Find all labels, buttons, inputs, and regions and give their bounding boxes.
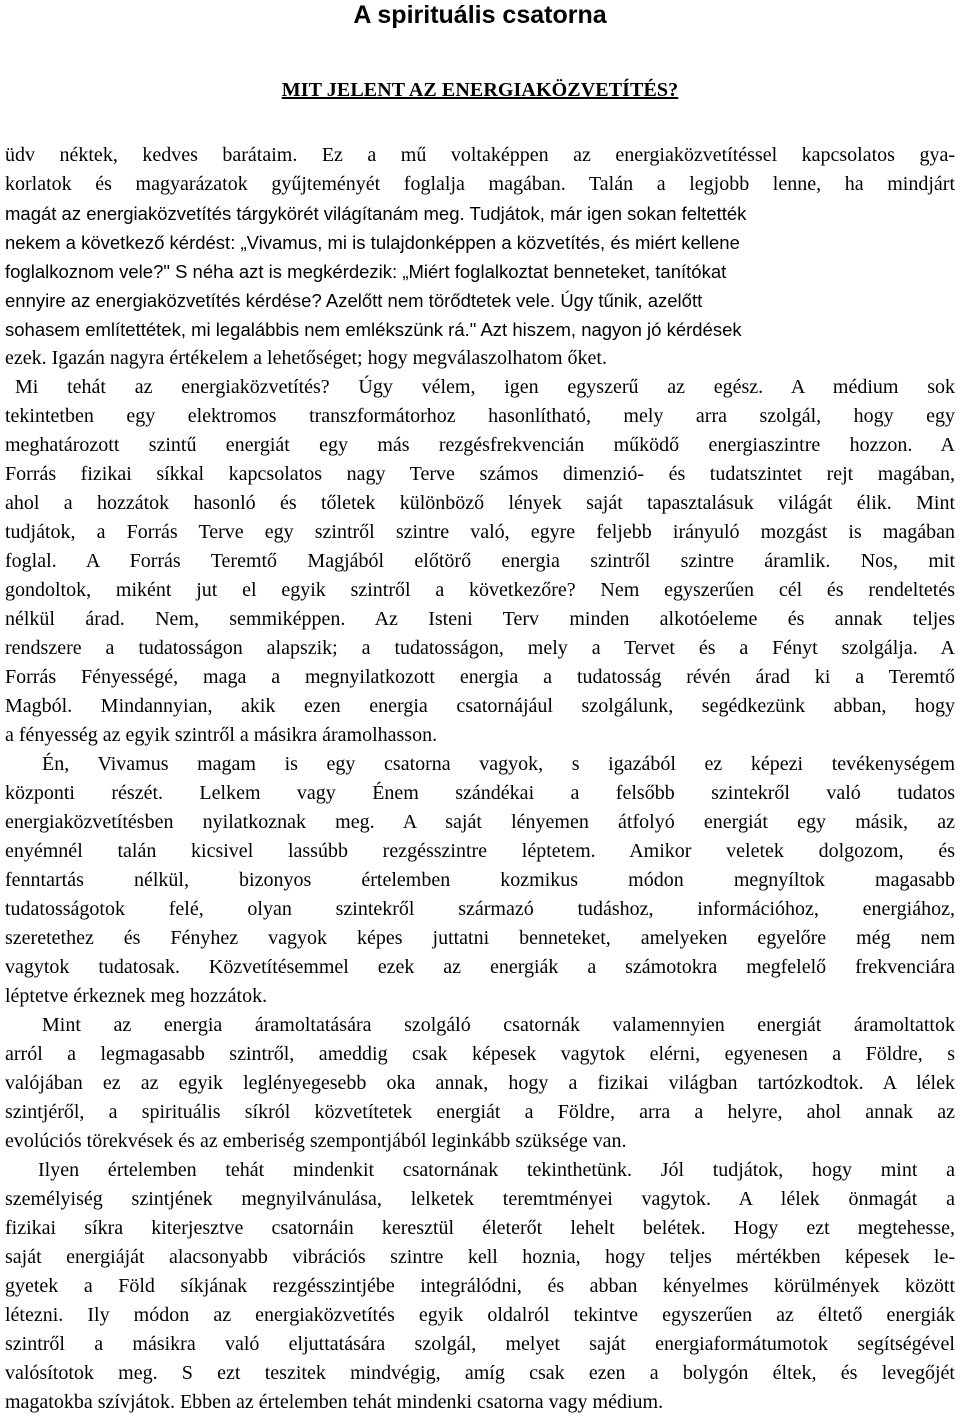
text-line: üdv néktek, kedves barátaim. Ez a mű voltaképpen az energiaközvetítéssel kapcsolatos gya- (5, 144, 955, 166)
text-line: ezek. Igazán nagyra értékelem a lehetőséget; hogy megválaszolhatom őket. (5, 347, 607, 369)
text-line: Forrás fizikai síkkal kapcsolatos nagy Terve számos dimenzió- és tudatszintet rejt magában, (5, 463, 955, 485)
document-title: A spirituális csatorna (353, 1, 607, 29)
text-line: személyiség szintjének megnyilvánulása, lelketek teremtményei vagytok. A lélek önmagát a (5, 1188, 955, 1210)
document-subtitle: MIT JELENT AZ ENERGIAKÖZVETÍTÉS? (281, 79, 679, 101)
text-line: tudjátok, a Forrás Terve egy szintről szintre való, egyre feljebb irányuló mozgást is magában (5, 521, 955, 543)
text-line: sohasem említettétek, mi legalábbis nem emlékszünk rá." Azt hiszem, nagyon jó kérdések (5, 319, 742, 340)
text-line: gyetek a Föld síkjának rezgésszintjébe integrálódni, és abban kényelmes körülmények között (5, 1275, 955, 1297)
text-line: tudatosságotok felé, olyan szintekről származó tudáshoz, információhoz, energiához, (5, 898, 955, 920)
text-line: rendszere a tudatosságon alapszik; a tudatosságon, mely a Tervet és a Fényt szolgálja. A (5, 637, 955, 659)
text-line: korlatok és magyarázatok gyűjteményét foglalja magában. Talán a legjobb lenne, ha mindjárt (5, 173, 955, 195)
text-line: magát az energiaközvetítés tárgykörét világítanám meg. Tudjátok, már igen sokan feltették (5, 203, 747, 224)
text-line: ennyire az energiaközvetítés kérdése? Azelőtt nem törődtetek vele. Úgy tűnik, azelőtt (5, 290, 703, 311)
text-line: evolúciós törekvések és az emberiség szempontjából leginkább szüksége van. (5, 1130, 627, 1152)
text-line: saját energiáját alacsonyabb vibrációs szintre kell hoznia, hogy teljes mértékben képesek le- (5, 1246, 955, 1268)
text-line: fenntartás nélkül, bizonyos értelemben kozmikus módon megnyíltok magasabb (5, 869, 955, 891)
document-body (5, 141, 955, 1417)
text-line: szeretethez és Fényhez vagyok képes juttatni benneteket, amelyeken egyelőre még nem (5, 927, 955, 949)
text-line: fizikai síkra kiterjesztve csatornáin keresztül életerőt lehelt belétek. Hogy ezt megtehesse, (5, 1217, 955, 1239)
text-line: léptetve érkeznek meg hozzátok. (5, 985, 268, 1007)
text-line: Mi tehát az energiaközvetítés? Úgy vélem, igen egyszerű az egész. A médium sok (15, 376, 955, 398)
text-line: Magból. Mindannyian, akik ezen energia csatornájául szolgálunk, segédkezünk abban, hogy (5, 695, 955, 717)
text-line: valósítotok meg. S ezt teszitek mindvégig, amíg csak ezen a bolygón éltek, és levegőjét (5, 1362, 955, 1384)
text-line: arról a legmagasabb szintről, ameddig csak képesek vagytok elérni, egyenesen a Földre, s (5, 1043, 955, 1065)
text-line: gondoltok, miként jut el egyik szintről a következőre? Nem egyszerűen cél és rendeltetés (5, 579, 955, 601)
text-line: foglalkoznom vele?" S néha azt is megkérdezik: „Miért foglalkoztat benneteket, tanítókat (5, 261, 727, 282)
text-line: Mint az energia áramoltatására szolgáló csatornák valamennyien energiát áramoltattok (42, 1014, 955, 1036)
text-line: szintről a másikra való eljuttatására szolgál, melyet saját energiaformátumotok segítségével (5, 1333, 955, 1355)
text-line: tekintetben egy elektromos transzformátorhoz hasonlítható, mely arra szolgál, hogy egy (5, 405, 955, 427)
text-line: nekem a következő kérdést: „Vivamus, mi is tulajdonképpen a közvetítés, és miért kellene (5, 232, 740, 253)
text-line: szintjéről, a spirituális síkról közvetítetek energiát a Földre, arra a helyre, ahol annak az (5, 1101, 955, 1123)
text-line: Forrás Fényességé, maga a megnyilatkozott energia a tudatosság révén árad ki a Teremtő (5, 666, 955, 688)
text-line: vagytok tudatosak. Közvetítésemmel ezek az energiák a számotokra megfelelő frekvenciára (5, 956, 955, 978)
text-line: foglal. A Forrás Teremtő Magjából előtörő energia szintről szintre áramlik. Nos, mit (5, 550, 955, 572)
text-line: Ilyen értelemben tehát mindenkit csatornának tekinthetünk. Jól tudjátok, hogy mint a (38, 1159, 955, 1181)
text-line: a fényesség az egyik szintről a másikra áramolhasson. (5, 724, 438, 746)
text-line: létezni. Ily módon az energiaközvetítés egyik oldalról tekintve egyszerűen az éltető energiák (5, 1304, 955, 1326)
text-line: Én, Vivamus magam is egy csatorna vagyok, s igazából ez képezi tevékenységem (42, 753, 955, 775)
text-line: energiaközvetítésben nyilatkoznak meg. A saját lényemen átfolyó energiát egy másik, az (5, 811, 955, 833)
text-line: központi részét. Lelkem vagy Énem szándékai a felsőbb szintekről való tudatos (5, 782, 955, 804)
text-line: valójában ez az egyik leglényegesebb oka annak, hogy a fizikai világban tartózkodtok. A lélek (5, 1072, 955, 1094)
text-line: enyémnél talán kicsivel lassúbb rezgésszintre léptetem. Amikor veletek dolgozom, és (5, 840, 955, 862)
text-line: ahol a hozzátok hasonló és tőletek különböző lények saját tapasztalásuk világát élik. Mint (5, 492, 955, 514)
text-line: meghatározott szintű energiát egy más rezgésfrekvencián működő energiaszintre hozzon. A (5, 434, 955, 456)
text-line: nélkül árad. Nem, semmiképpen. Az Isteni Terv minden alkotóeleme és annak teljes (5, 608, 955, 630)
text-line: magatokba szívjátok. Ebben az értelemben tehát mindenki csatorna vagy médium. (5, 1391, 664, 1413)
